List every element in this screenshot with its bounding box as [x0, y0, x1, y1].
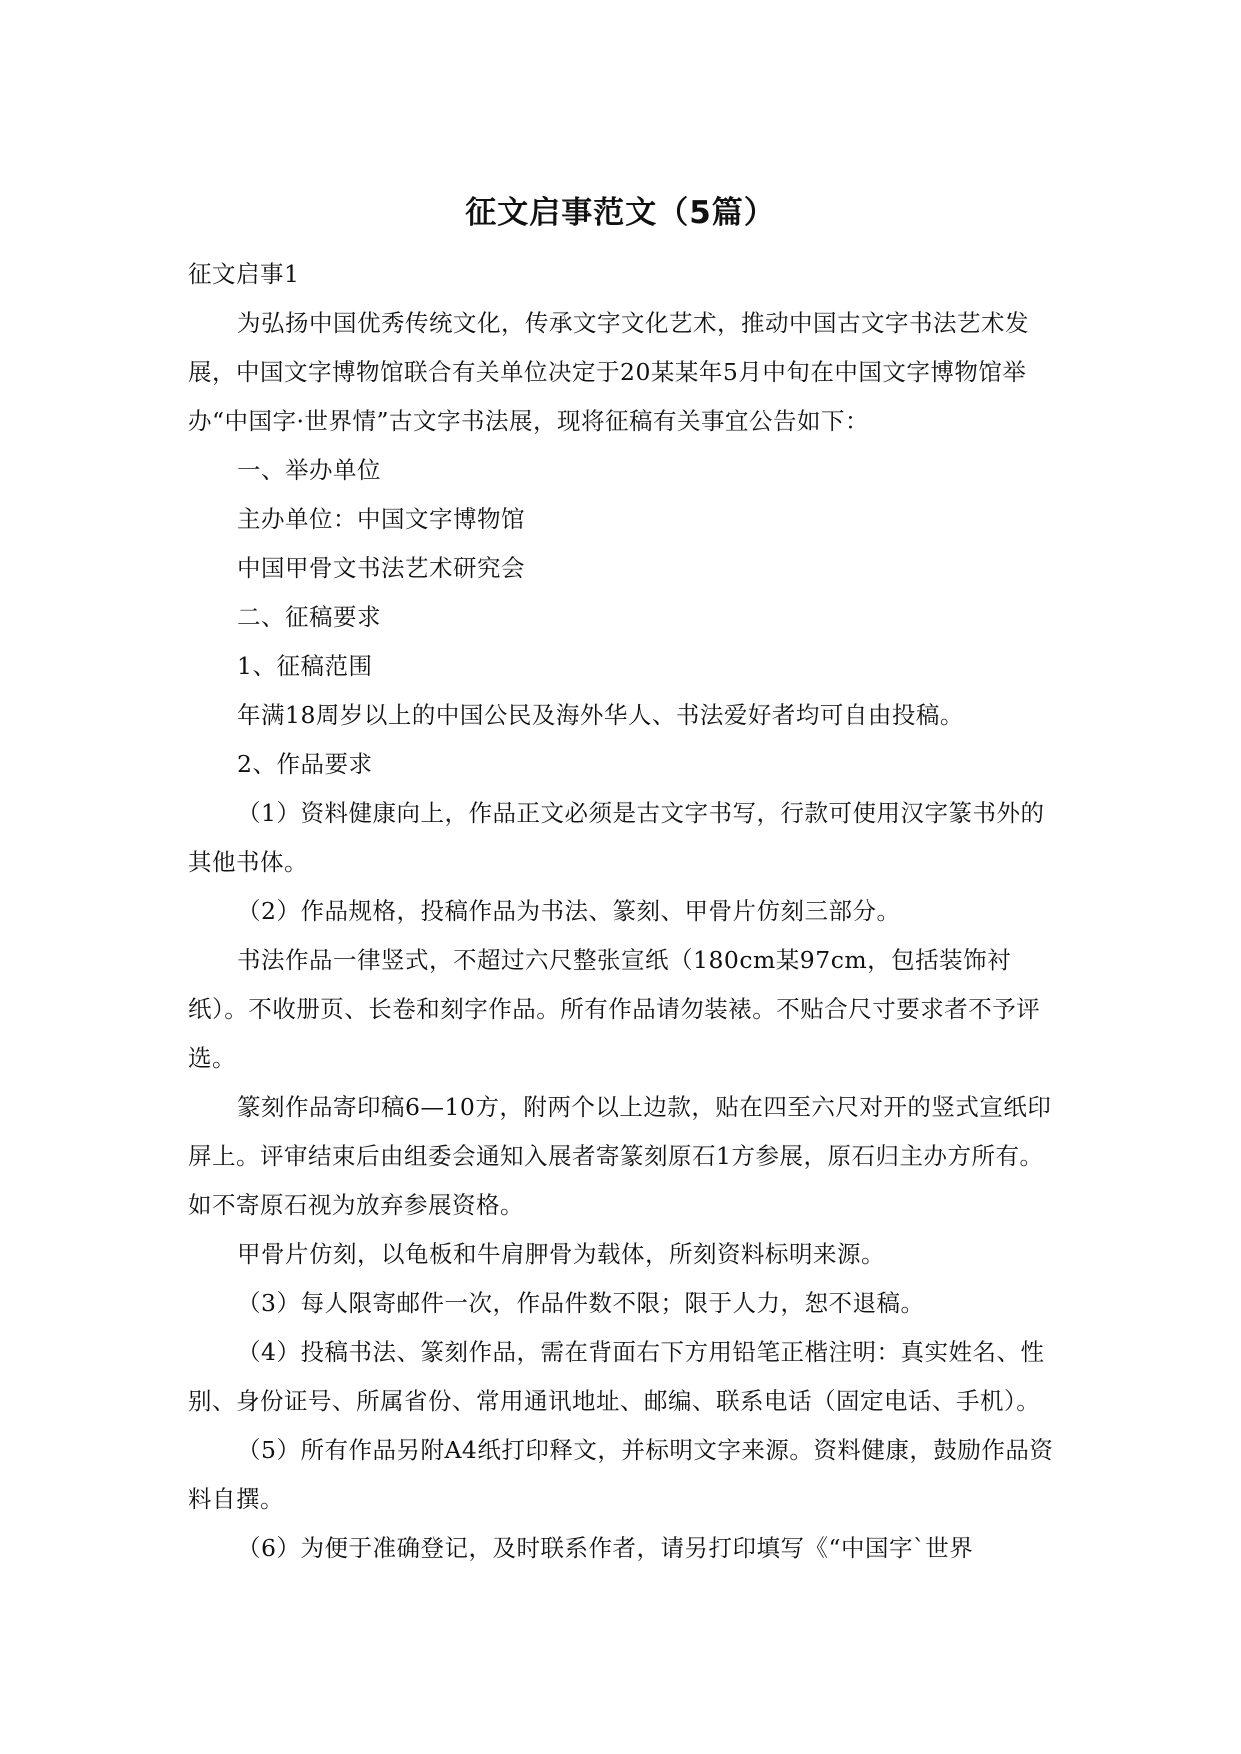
document-body: [188, 250, 1058, 1573]
body-paragraph: 篆刻作品寄印稿6—10方，附两个以上边款，贴在四至六尺对开的竖式宣纸印屏上。评审结束后由组委会通知入展者寄篆刻原石1方参展，原石归主办方所有。如不寄原石视为放弃参展资格。: [188, 1093, 1052, 1219]
body-paragraph: 2、作品要求: [237, 750, 373, 778]
body-paragraph: 1、征稿范围: [237, 652, 373, 680]
body-paragraph: 主办单位：中国文字博物馆: [237, 505, 525, 533]
body-paragraph: （6）为便于准确登记，及时联系作者，请另打印填写《“中国字`世界: [237, 1534, 974, 1562]
body-paragraph: 为弘扬中国优秀传统文化，传承文字文化艺术，推动中国古文字书法艺术发展，中国文字博物馆联合有关单位决定于20某某年5月中旬在中国文字博物馆举办“中国字·世界情”古文字书法展，现将征稿有关事宜公告如下：: [188, 309, 1029, 435]
body-paragraph: 中国甲骨文书法艺术研究会: [237, 554, 525, 582]
body-paragraph: （5）所有作品另附A4纸打印释文，并标明文字来源。资料健康，鼓励作品资料自撰。: [188, 1436, 1054, 1513]
body-paragraph: 书法作品一律竖式，不超过六尺整张宣纸（180cm某97cm，包括装饰衬纸）。不收册页、长卷和刻字作品。所有作品请勿装裱。不贴合尺寸要求者不予评选。: [188, 946, 1041, 1072]
body-paragraph: （1）资料健康向上，作品正文必须是古文字书写，行款可使用汉字篆书外的其他书体。: [188, 799, 1045, 876]
body-paragraph: （3）每人限寄邮件一次，作品件数不限；限于人力，恕不退稿。: [237, 1289, 925, 1317]
body-paragraph: 二、征稿要求: [237, 603, 381, 631]
document-title: 征文启事范文（5篇）: [465, 195, 776, 231]
body-paragraph: 年满18周岁以上的中国公民及海外华人、书法爱好者均可自由投稿。: [237, 701, 964, 729]
body-paragraph: （4）投稿书法、篆刻作品，需在背面右下方用铅笔正楷注明：真实姓名、性别、身份证号、所属省份、常用通讯地址、邮编、联系电话（固定电话、手机）。: [188, 1338, 1045, 1415]
body-paragraph: 一、举办单位: [237, 456, 381, 484]
body-paragraph: 征文启事1: [188, 260, 300, 288]
body-paragraph: （2）作品规格，投稿作品为书法、篆刻、甲骨片仿刻三部分。: [237, 897, 901, 925]
body-paragraph: 甲骨片仿刻，以龟板和牛肩胛骨为载体，所刻资料标明来源。: [237, 1240, 885, 1268]
